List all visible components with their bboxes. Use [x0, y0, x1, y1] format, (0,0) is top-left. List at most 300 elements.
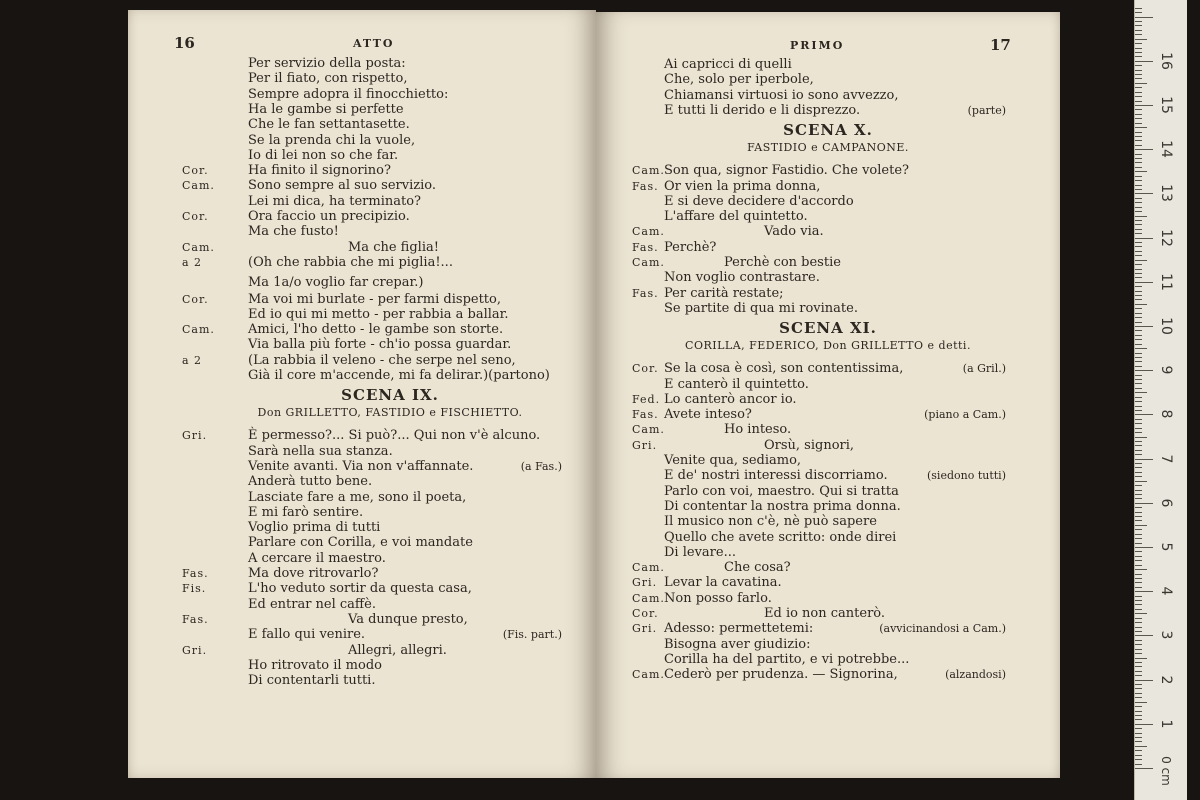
ruler-tick	[1135, 423, 1142, 424]
verse-line: E tutti li derido e li disprezzo.	[664, 102, 861, 118]
ruler-tick	[1135, 574, 1142, 575]
ruler-tick	[1135, 759, 1142, 760]
stage-direction: (piano a Cam.)	[924, 408, 1006, 422]
ruler-tick	[1135, 344, 1142, 345]
verse-line: Or vien la prima donna,	[664, 178, 821, 194]
verse-line: Di contentar la nostra prima donna.	[664, 498, 901, 514]
running-header: PRIMO	[790, 39, 845, 52]
verse-line: Di contentarli tutti.	[248, 673, 376, 689]
ruler-tick	[1135, 171, 1147, 172]
stage-direction: (a Gril.)	[962, 362, 1006, 376]
ruler-number: 14	[1158, 140, 1174, 159]
ruler-tick	[1135, 264, 1142, 265]
speaker-name: Gri.	[182, 643, 208, 657]
verse-line: Via balla più forte - ch'io possa guardar.	[248, 337, 512, 353]
ruler-tick	[1135, 419, 1142, 420]
ruler-number: 6	[1158, 498, 1174, 508]
scene-heading: SCENA XI.	[779, 319, 877, 338]
ruler-number: 10	[1158, 317, 1174, 335]
ruler-tick	[1135, 529, 1142, 530]
verse-line: Vado via.	[764, 224, 824, 240]
verse-line: Voglio prima di tutti	[248, 520, 381, 536]
verse-line: Il musico non c'è, nè può sapere	[664, 514, 877, 530]
speaker-name: Cor.	[182, 292, 209, 306]
verse-line: Son qua, signor Fastidio. Che volete?	[664, 163, 909, 179]
verse-line: Chiamansi virtuosi io sono avvezzo,	[664, 87, 899, 103]
ruler-tick	[1135, 596, 1142, 597]
verse-line: Ma che fusto!	[248, 224, 339, 240]
verse-line: È permesso?... Si può?... Qui non v'è alcuno.	[248, 428, 541, 444]
ruler-tick	[1135, 335, 1142, 336]
ruler-number: 12	[1158, 228, 1174, 247]
ruler-number: 7	[1158, 454, 1174, 464]
ruler-tick	[1135, 485, 1142, 486]
ruler-tick	[1135, 666, 1142, 667]
ruler-tick	[1135, 78, 1142, 79]
ruler-tick	[1135, 450, 1142, 451]
ruler-tick	[1135, 180, 1142, 181]
ruler-tick	[1135, 728, 1142, 729]
ruler-tick	[1135, 512, 1142, 513]
verse-line: Ai capricci di quelli	[664, 57, 792, 72]
verse-line: Parlare con Corilla, e voi mandate	[248, 535, 473, 551]
ruler-number: 15	[1158, 96, 1174, 114]
ruler-tick	[1135, 96, 1142, 97]
ruler-tick	[1135, 503, 1153, 504]
verse-line: Ed io non canterò.	[764, 606, 886, 621]
ruler-tick	[1135, 498, 1142, 499]
ruler-tick	[1135, 193, 1153, 194]
verse-line: Non posso farlo.	[664, 590, 772, 606]
ruler-tick	[1135, 145, 1142, 146]
ruler-tick	[1135, 414, 1153, 415]
ruler-tick	[1135, 507, 1142, 508]
verse-line: E fallo qui venire.	[248, 627, 366, 643]
speaker-name: Fas.	[182, 567, 209, 580]
ruler-tick	[1135, 476, 1142, 477]
scene-heading: SCENA IX.	[341, 386, 439, 405]
verse-line: Avete inteso?	[664, 407, 752, 423]
verse-line: Amici, l'ho detto - le gambe son storte.	[248, 322, 504, 338]
verse-line: Venite qua, sediamo,	[664, 453, 802, 468]
ruler-tick	[1135, 366, 1142, 367]
ruler-tick	[1135, 388, 1142, 389]
ruler-tick	[1135, 269, 1142, 270]
verse-line: Non voglio contrastare.	[664, 270, 820, 286]
ruler-unit-label: 0 cm	[1158, 756, 1173, 786]
ruler-number: 16	[1158, 51, 1174, 70]
verse-line: Ma che figlia!	[348, 239, 439, 255]
ruler-tick	[1135, 101, 1142, 102]
ruler-tick	[1135, 445, 1142, 446]
stage-direction: (parte)	[967, 103, 1006, 117]
ruler-tick	[1135, 339, 1142, 340]
ruler-tick	[1135, 167, 1142, 168]
ruler-tick	[1135, 600, 1142, 601]
ruler-tick	[1135, 74, 1142, 75]
left-page	[128, 10, 596, 778]
verse-line: Lasciate fare a me, sono il poeta,	[248, 489, 467, 505]
speaker-name: Cam.	[182, 240, 215, 254]
ruler-tick	[1135, 490, 1142, 491]
ruler-tick	[1135, 582, 1142, 583]
speaker-name: Fas.	[182, 612, 209, 626]
ruler-tick	[1135, 317, 1142, 318]
ruler-tick	[1135, 246, 1142, 247]
ruler-tick	[1135, 649, 1142, 650]
scene-characters: CORILLA, FEDERICO, Don GRILLETTO e detti.	[685, 339, 971, 353]
ruler-tick	[1135, 154, 1142, 155]
verse-line: Se la cosa è così, son contentissima,	[664, 361, 904, 377]
ruler-tick	[1135, 578, 1142, 579]
ruler-tick	[1135, 207, 1142, 208]
verse-line: (La rabbia il veleno - che serpe nel seno,	[248, 352, 516, 368]
ruler-tick	[1135, 481, 1147, 482]
verse-line: Ma dove ritrovarlo?	[248, 566, 379, 581]
ruler-number: 5	[1158, 542, 1174, 552]
verse-line: Ha finito il signorino?	[248, 163, 391, 179]
ruler-tick	[1135, 114, 1142, 115]
ruler-number: 8	[1158, 409, 1174, 419]
stage-direction: (siedono tutti)	[927, 469, 1006, 483]
verse-line: L'affare del quintetto.	[664, 209, 808, 225]
measuring-ruler	[1134, 0, 1187, 800]
verse-line: Ora faccio un precipizio.	[248, 209, 410, 224]
verse-line: A cercare il maestro.	[248, 550, 386, 566]
ruler-tick	[1135, 282, 1153, 283]
ruler-tick	[1135, 671, 1142, 672]
verse-line: Lo canterò ancor io.	[664, 391, 797, 407]
ruler-tick	[1135, 87, 1142, 88]
ruler-tick	[1135, 260, 1147, 261]
ruler-tick	[1135, 467, 1142, 468]
speaker-name: Cam.	[632, 423, 665, 437]
speaker-name: Cam.	[632, 225, 665, 239]
ruler-tick	[1135, 277, 1142, 278]
stage-direction: (Fis. part.)	[502, 628, 562, 642]
ruler-tick	[1135, 65, 1142, 66]
ruler-tick	[1135, 92, 1142, 93]
verse-line: Per il fiato, con rispetto,	[248, 71, 408, 87]
ruler-tick	[1135, 189, 1142, 190]
ruler-tick	[1135, 604, 1142, 605]
verse-line: Ma voi mi burlate - per farmi dispetto,	[248, 291, 501, 307]
ruler-tick	[1135, 569, 1147, 570]
ruler-tick	[1135, 622, 1142, 623]
verse-line: Che, solo per iperbole,	[664, 72, 814, 88]
speaker-name: Cam.	[632, 256, 665, 269]
ruler-tick	[1135, 39, 1147, 40]
ruler-tick	[1135, 410, 1142, 411]
ruler-tick	[1135, 432, 1142, 433]
ruler-tick	[1135, 538, 1142, 539]
ruler-tick	[1135, 688, 1142, 689]
ruler-tick	[1135, 370, 1153, 371]
speaker-name: Gri.	[182, 429, 208, 443]
verse-line: Sarà nella sua stanza.	[248, 443, 393, 459]
ruler-tick	[1135, 357, 1142, 358]
ruler-tick	[1135, 534, 1142, 535]
ruler-number: 1	[1158, 719, 1174, 729]
ruler-tick	[1135, 123, 1142, 124]
ruler-tick	[1135, 658, 1147, 659]
ruler-tick	[1135, 375, 1142, 376]
ruler-tick	[1135, 229, 1142, 230]
ruler-tick	[1135, 158, 1142, 159]
ruler-tick	[1135, 459, 1153, 460]
ruler-tick	[1135, 397, 1142, 398]
speaker-name: Gri.	[632, 438, 658, 452]
running-header: ATTO	[353, 37, 395, 50]
verse-line: Ed io qui mi metto - per rabbia a ballar.	[248, 306, 509, 322]
ruler-tick	[1135, 220, 1142, 221]
ruler-tick	[1135, 61, 1153, 62]
ruler-tick	[1135, 12, 1142, 13]
verse-line: Va dunque presto,	[348, 611, 468, 627]
speaker-name: Cor.	[632, 607, 659, 620]
ruler-tick	[1135, 295, 1142, 296]
speaker-name: Cor.	[182, 210, 209, 223]
ruler-tick	[1135, 30, 1142, 31]
ruler-tick	[1135, 706, 1142, 707]
ruler-tick	[1135, 693, 1142, 694]
ruler-tick	[1135, 768, 1153, 769]
ruler-tick	[1135, 454, 1142, 455]
ruler-tick	[1135, 21, 1142, 22]
ruler-tick	[1135, 525, 1147, 526]
verse-line: Che cosa?	[724, 560, 791, 576]
speaker-name: Fas.	[632, 179, 659, 193]
ruler-tick	[1135, 291, 1142, 292]
ruler-tick	[1135, 17, 1153, 18]
ruler-tick	[1135, 136, 1142, 137]
ruler-tick	[1135, 463, 1142, 464]
ruler-tick	[1135, 764, 1142, 765]
stage-direction: (alzandosi)	[945, 668, 1006, 682]
ruler-tick	[1135, 238, 1153, 239]
ruler-tick	[1135, 551, 1142, 552]
ruler-tick	[1135, 255, 1142, 256]
speaker-name: Cam.	[182, 323, 215, 337]
ruler-tick	[1135, 675, 1142, 676]
verse-line: Perchè?	[664, 239, 717, 255]
ruler-tick	[1135, 322, 1142, 323]
ruler-tick	[1135, 224, 1142, 225]
ruler-tick	[1135, 198, 1142, 199]
verse-line: Parlo con voi, maestro. Qui si tratta	[664, 483, 899, 499]
verse-line: Sono sempre al suo servizio.	[248, 178, 436, 194]
ruler-tick	[1135, 233, 1142, 234]
ruler-number: 11	[1158, 272, 1174, 291]
ruler-tick	[1135, 750, 1142, 751]
ruler-tick	[1135, 52, 1142, 53]
verse-line: Venite avanti. Via non v'affannate.	[248, 458, 474, 474]
scene-heading: SCENA X.	[783, 121, 873, 140]
ruler-tick	[1135, 697, 1142, 698]
verse-line: L'ho veduto sortir da questa casa,	[248, 581, 472, 597]
ruler-tick	[1135, 326, 1153, 327]
ruler-tick	[1135, 741, 1142, 742]
verse-line: Orsù, signori,	[764, 437, 855, 453]
ruler-tick	[1135, 70, 1142, 71]
ruler-tick	[1135, 591, 1153, 592]
ruler-tick	[1135, 733, 1142, 734]
ruler-tick	[1135, 543, 1142, 544]
speaker-name: Cor.	[632, 362, 659, 376]
ruler-tick	[1135, 176, 1142, 177]
speaker-name: Cam.	[632, 591, 665, 605]
ruler-tick	[1135, 211, 1142, 212]
ruler-tick	[1135, 547, 1153, 548]
ruler-tick	[1135, 353, 1142, 354]
scene-characters: FASTIDIO e CAMPANONE.	[747, 141, 909, 155]
speaker-name: Gri.	[632, 576, 658, 590]
ruler-tick	[1135, 516, 1142, 517]
ruler-number: 4	[1158, 586, 1174, 596]
verse-line: Corilla ha del partito, e vi potrebbe...	[664, 651, 910, 667]
verse-line: Per servizio della posta:	[248, 56, 406, 71]
verse-line: Ed entrar nel caffè.	[248, 596, 376, 612]
ruler-tick	[1135, 702, 1147, 703]
ruler-tick	[1135, 613, 1147, 614]
ruler-tick	[1135, 437, 1147, 438]
ruler-tick	[1135, 560, 1142, 561]
ruler-tick	[1135, 724, 1153, 725]
ruler-tick	[1135, 140, 1142, 141]
ruler-tick	[1135, 162, 1142, 163]
ruler-tick	[1135, 737, 1142, 738]
ruler-tick	[1135, 587, 1142, 588]
ruler-tick	[1135, 149, 1153, 150]
ruler-tick	[1135, 8, 1142, 9]
ruler-tick	[1135, 755, 1142, 756]
ruler-tick	[1135, 520, 1142, 521]
ruler-tick	[1135, 56, 1142, 57]
verse-line: Sempre adopra il finocchietto:	[248, 86, 449, 102]
verse-line: Ho ritrovato il modo	[248, 657, 382, 673]
ruler-tick	[1135, 202, 1142, 203]
verse-line: Ma 1a/o voglio far crepar.)	[248, 275, 424, 291]
ruler-tick	[1135, 251, 1142, 252]
ruler-tick	[1135, 746, 1147, 747]
verse-line: E si deve decidere d'accordo	[664, 193, 854, 209]
ruler-tick	[1135, 242, 1142, 243]
ruler-tick	[1135, 644, 1142, 645]
speaker-name: Cam.	[632, 164, 665, 178]
ruler-number: 9	[1158, 365, 1174, 375]
verse-line: Se partite di qua mi rovinate.	[664, 300, 858, 316]
page-number: 16	[174, 34, 195, 52]
ruler-tick	[1135, 640, 1142, 641]
speaker-name: Cor.	[182, 164, 209, 178]
ruler-tick	[1135, 631, 1142, 632]
verse-line: Per carità restate;	[664, 285, 784, 301]
right-page	[596, 12, 1060, 778]
ruler-tick	[1135, 313, 1142, 314]
stage-direction: (avvicinandosi a Cam.)	[879, 622, 1006, 636]
ruler-tick	[1135, 401, 1142, 402]
ruler-tick	[1135, 711, 1142, 712]
verse-line: (Oh che rabbia che mi piglia!...	[248, 254, 453, 270]
scene-characters: Don GRILLETTO, FASTIDIO e FISCHIETTO.	[257, 406, 523, 420]
ruler-tick	[1135, 565, 1142, 566]
ruler-tick	[1135, 609, 1142, 610]
speaker-name: Cam.	[182, 179, 215, 193]
ruler-tick	[1135, 348, 1147, 349]
verse-line: Bisogna aver giudizio:	[664, 636, 811, 652]
ruler-tick	[1135, 494, 1142, 495]
ruler-tick	[1135, 308, 1142, 309]
verse-line: Quello che avete scritto: onde direi	[664, 529, 897, 545]
verse-line: Levar la cavatina.	[664, 575, 782, 591]
verse-line: Allegri, allegri.	[348, 642, 447, 658]
ruler-tick	[1135, 48, 1142, 49]
ruler-tick	[1135, 618, 1142, 619]
page-number: 17	[990, 36, 1011, 54]
ruler-tick	[1135, 719, 1142, 720]
ruler-tick	[1135, 83, 1147, 84]
ruler-tick	[1135, 428, 1142, 429]
ruler-tick	[1135, 406, 1142, 407]
verse-line: Che le fan settantasette.	[248, 117, 410, 133]
speaker-name: Fas.	[632, 240, 659, 254]
ruler-tick	[1135, 653, 1142, 654]
ruler-tick	[1135, 286, 1142, 287]
ruler-tick	[1135, 715, 1142, 716]
ruler-tick	[1135, 299, 1142, 300]
verse-line: Adesso: permettetemi:	[664, 621, 814, 637]
ruler-tick	[1135, 472, 1142, 473]
verse-line: Già il core m'accende, mi fa delirar.)(partono)	[248, 368, 550, 383]
ruler-number: 13	[1158, 184, 1174, 203]
ruler-tick	[1135, 680, 1153, 681]
ruler-tick	[1135, 216, 1147, 217]
speaker-name: Gri.	[632, 622, 658, 636]
verse-line: Ho inteso.	[724, 422, 792, 438]
ruler-tick	[1135, 441, 1142, 442]
speaker-name: Fed.	[632, 392, 661, 406]
ruler-tick	[1135, 361, 1142, 362]
ruler-tick	[1135, 330, 1142, 331]
verse-line: E canterò il quintetto.	[664, 376, 809, 392]
stage-direction: (a Fas.)	[520, 459, 562, 473]
verse-line: Perchè con bestie	[724, 255, 841, 270]
verse-line: E mi farò sentire.	[248, 504, 364, 520]
verse-line: Di levare...	[664, 544, 736, 560]
ruler-tick	[1135, 185, 1142, 186]
ruler-tick	[1135, 127, 1147, 128]
ruler-tick	[1135, 105, 1153, 106]
verse-line: Ha le gambe si perfette	[248, 101, 404, 117]
ruler-tick	[1135, 684, 1142, 685]
speaker-name: Cam.	[632, 561, 665, 575]
speaker-name: a 2	[182, 353, 203, 367]
ruler-tick	[1135, 25, 1142, 26]
verse-line: Io di lei non so che far.	[248, 147, 399, 163]
verse-line: Anderà tutto bene.	[248, 474, 373, 490]
speaker-name: Cam.	[632, 668, 665, 682]
ruler-tick	[1135, 392, 1147, 393]
ruler-tick	[1135, 118, 1142, 119]
speaker-name: Fas.	[632, 286, 659, 300]
ruler-tick	[1135, 635, 1153, 636]
ruler-tick	[1135, 109, 1142, 110]
ruler-tick	[1135, 662, 1142, 663]
verse-line: Se la prenda chi la vuole,	[248, 132, 416, 148]
verse-line: Lei mi dica, ha terminato?	[248, 193, 422, 209]
speaker-name: a 2	[182, 255, 203, 269]
ruler-tick	[1135, 43, 1142, 44]
